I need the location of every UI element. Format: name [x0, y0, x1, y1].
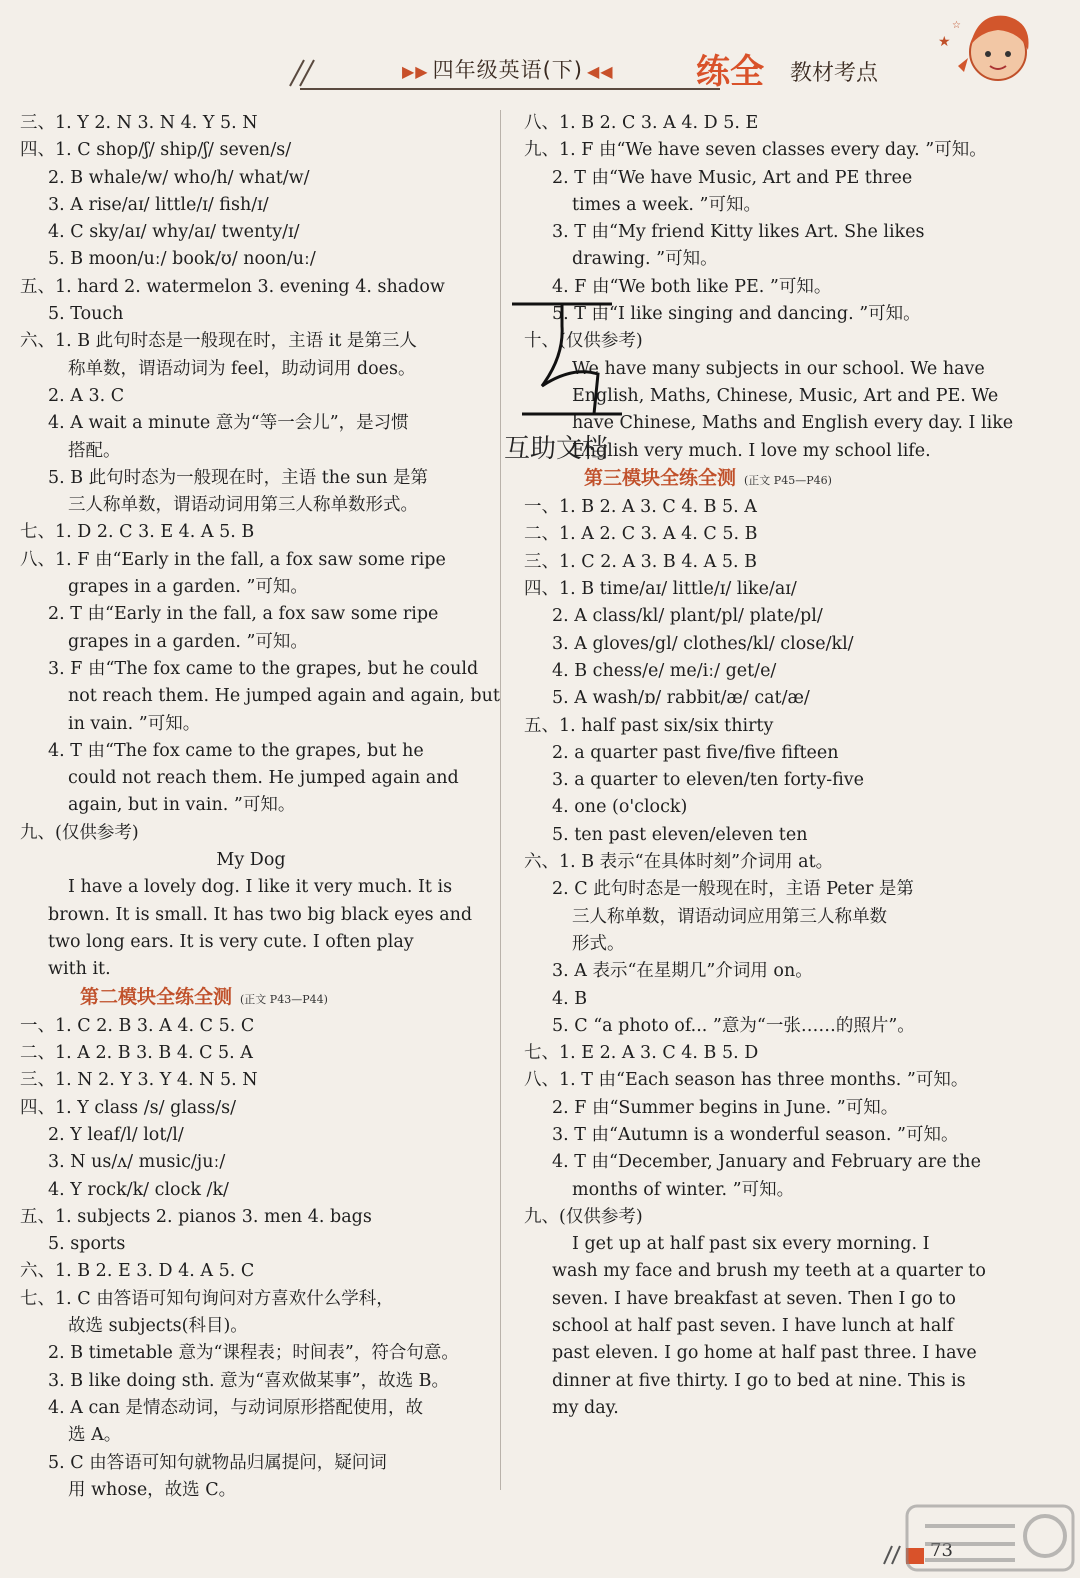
answer-line-text: 2. a quarter past five/five fifteen [552, 742, 839, 763]
answer-line-text: grapes in a garden. ”可知。 [68, 631, 308, 652]
answer-line [524, 1177, 986, 1204]
answer-line-text: I have a lovely dog. I like it very much. It is [68, 877, 453, 898]
answer-line-text: We have many subjects in our school. We have [572, 358, 985, 379]
answer-line-text: 2. T 由“We have Music, Art and PE three [552, 167, 913, 188]
answer-line-text: 六、1. B 表示“在具体时刻”介词用 at。 [524, 852, 834, 873]
section-heading [20, 984, 482, 1013]
answer-line-text: 七、1. E 2. A 3. C 4. B 5. D [524, 1043, 759, 1064]
answer-line [524, 876, 986, 903]
answer-line [20, 301, 482, 328]
answer-line [20, 110, 482, 137]
answer-line-text: 4. T 由“The fox came to the grapes, but he [48, 740, 424, 761]
header-subtitle: 教材考点 [790, 61, 879, 86]
answer-line-text: 3. A 表示“在星期几”介词用 on。 [552, 961, 813, 982]
answer-line-text: 5. B 此句时态为一般现在时，主语 the sun 是第 [48, 467, 429, 488]
answer-line [20, 574, 482, 601]
answer-line [20, 410, 482, 437]
answer-line [524, 110, 986, 137]
answer-line [20, 711, 482, 738]
answer-line [20, 328, 482, 355]
answer-line-text: 4. A wait a minute 意为“等一会儿”，是习惯 [48, 413, 409, 434]
answer-line-text: 三、1. N 2. Y 3. Y 4. N 5. N [20, 1070, 258, 1091]
answer-line-text: drawing. ”可知。 [572, 249, 718, 270]
slash-lines-icon [286, 58, 326, 88]
answer-line-text: 七、1. D 2. C 3. E 4. A 5. B [20, 522, 255, 543]
left-column [20, 110, 500, 1504]
answer-line-text: English very much. I love my school life. [572, 440, 931, 461]
answer-line-text: 4. B chess/e/ me/iː/ get/e/ [552, 660, 777, 681]
answer-line [20, 1450, 482, 1477]
answer-line-text: 三、1. Y 2. N 3. N 4. Y 5. N [20, 113, 258, 133]
answer-line-text: 五、1. half past six/six thirty [524, 715, 774, 736]
answer-line [524, 603, 986, 630]
answer-line [20, 165, 482, 192]
column-divider [500, 110, 501, 1490]
answer-line [524, 521, 986, 548]
answer-line [20, 738, 482, 765]
site-logo-icon [905, 1500, 1075, 1576]
answer-line [20, 792, 482, 819]
answer-line [524, 1368, 986, 1395]
answer-line [20, 519, 482, 546]
answer-line [20, 1422, 482, 1449]
answer-line-text: 第二模块全练全测 [80, 985, 233, 1008]
header-brand: 练全 [696, 52, 764, 92]
answer-line-text: could not reach them. He jumped again and [68, 768, 459, 789]
answer-line-text: 4. Y rock/k/ clock /k/ [48, 1179, 229, 1200]
answer-line-text: 二、1. A 2. B 3. B 4. C 5. A [20, 1043, 253, 1064]
answer-line-text: 3. B like doing sth. 意为“喜欢做某事”，故选 B。 [48, 1370, 449, 1391]
answer-line [20, 929, 482, 956]
answer-line [20, 847, 482, 874]
answer-line [524, 904, 986, 931]
answer-line [524, 549, 986, 576]
answer-line [524, 767, 986, 794]
answer-line [524, 685, 986, 712]
answer-line-text: 5. T 由“I like singing and dancing. ”可知。 [552, 304, 921, 325]
answer-line-text: 形式。 [572, 933, 625, 954]
answer-line-text: 2. F 由“Summer begins in June. ”可知。 [552, 1097, 899, 1118]
double-arrow-right-icon: ▶▶ [402, 62, 429, 81]
answer-line-text: 3. a quarter to eleven/ten forty-five [552, 770, 865, 791]
answer-line [20, 1177, 482, 1204]
answer-line-text: 3. A rise/aɪ/ little/ɪ/ fish/ɪ/ [48, 194, 269, 215]
answer-line-text: 3. F 由“The fox came to the grapes, but he could [48, 658, 479, 679]
answer-line-text: 2. B timetable 意为“课程表；时间表”，符合句意。 [48, 1343, 459, 1364]
answer-line [20, 465, 482, 492]
answer-line-text: 2. C 此句时态是一般现在时，主语 Peter 是第 [552, 879, 914, 900]
answer-line-text: 十、(仅供参考) [524, 331, 643, 352]
answer-line-text: 2. Y leaf/l/ lot/l/ [48, 1124, 184, 1145]
answer-line [20, 765, 482, 792]
answer-line [20, 383, 482, 410]
answer-line-text: 4. C sky/aɪ/ why/aɪ/ twenty/ɪ/ [48, 222, 300, 243]
answer-line-text: 三人称单数，谓语动词应用第三人称单数 [572, 906, 887, 927]
answer-line-text: 三人称单数，谓语动词用第三人称单数形式。 [68, 495, 418, 516]
answer-line [20, 1395, 482, 1422]
answer-line [20, 874, 482, 901]
answer-line [524, 137, 986, 164]
answer-line [524, 658, 986, 685]
answer-line [524, 1231, 986, 1258]
answer-line [524, 246, 986, 273]
answer-line-text: months of winter. ”可知。 [572, 1179, 795, 1200]
answer-line-text: again, but in vain. ”可知。 [68, 795, 296, 816]
answer-line [20, 956, 482, 983]
answer-line [524, 1122, 986, 1149]
answer-line [20, 820, 482, 847]
mascot-girl-icon [928, 6, 1048, 94]
answer-line [524, 849, 986, 876]
answer-line-text: 九、(仅供参考) [524, 1206, 643, 1227]
answer-line [20, 246, 482, 273]
answer-line-text: 3. T 由“My friend Kitty likes Art. She likes [552, 222, 925, 243]
answer-line [20, 547, 482, 574]
answer-line-text: 九、(仅供参考) [20, 822, 139, 843]
answer-line-text: 四、1. B time/aɪ/ little/ɪ/ like/aɪ/ [524, 579, 797, 600]
answer-line-text: My Dog [216, 850, 286, 871]
answer-line [524, 1204, 986, 1231]
double-arrow-left-icon: ◀◀ [587, 62, 614, 81]
answer-line-text: wash my face and brush my teeth at a quarter to [552, 1261, 986, 1282]
answer-line [524, 794, 986, 821]
answer-line [20, 356, 482, 383]
answer-line-text: 五、1. subjects 2. pianos 3. men 4. bags [20, 1206, 372, 1227]
answer-line-text: my day. [552, 1397, 619, 1418]
answer-line-text: times a week. ”可知。 [572, 194, 761, 215]
answer-line [524, 1340, 986, 1367]
answer-line-text: 3. A gloves/gl/ clothes/kl/ close/kl/ [552, 633, 854, 654]
answer-line-text: 六、1. B 此句时态是一般现在时，主语 it 是第三人 [20, 331, 417, 352]
answer-line [524, 631, 986, 658]
answer-line [20, 1368, 482, 1395]
answer-line-text: 五、1. hard 2. watermelon 3. evening 4. shadow [20, 276, 445, 297]
answer-line [20, 902, 482, 929]
answer-line [20, 1040, 482, 1067]
answer-line-text: have Chinese, Maths and English every day. I like [572, 413, 1014, 434]
answer-line-text: I get up at half past six every morning. I [572, 1234, 930, 1255]
answer-line-text: 选 A。 [68, 1425, 122, 1446]
answer-line-text: 5. A wash/ɒ/ rabbit/æ/ cat/æ/ [552, 688, 810, 709]
answer-line-text: 四、1. Y class /s/ glass/s/ [20, 1097, 237, 1118]
answer-line-text: 5. C “a photo of... ”意为“一张……的照片”。 [552, 1015, 915, 1036]
answer-line-text: 故选 subjects(科目)。 [68, 1316, 248, 1337]
answer-line-text: 3. T 由“Autumn is a wonderful season. ”可知。 [552, 1124, 959, 1145]
section-page-ref: (正文 P43—P44) [240, 992, 328, 1006]
answer-line-text: 4. F 由“We both like PE. ”可知。 [552, 276, 832, 297]
answer-line [524, 1067, 986, 1094]
answer-line [20, 137, 482, 164]
answer-line [20, 1231, 482, 1258]
answer-line [524, 713, 986, 740]
answer-line-text: 第三模块全练全测 [584, 466, 737, 489]
answer-line [524, 1395, 986, 1422]
answer-line [524, 1040, 986, 1067]
answer-line-text: 六、1. B 2. E 3. D 4. A 5. C [20, 1261, 255, 1282]
header-rule [300, 88, 720, 90]
svg-text:★: ★ [938, 34, 951, 50]
header-grade-subject: ▶▶ 四年级英语(下) ◀◀ [402, 58, 614, 82]
answer-line [20, 1067, 482, 1094]
answer-line-text: 2. A class/kl/ plant/pl/ plate/pl/ [552, 606, 823, 627]
answer-line-text: 九、1. F 由“We have seven classes every day. ”可知。 [524, 140, 987, 161]
answer-line [524, 1313, 986, 1340]
answer-line [524, 219, 986, 246]
answer-line-text: 二、1. A 2. C 3. A 4. C 5. B [524, 524, 758, 545]
answer-line-text: brown. It is small. It has two big black eyes and [48, 904, 473, 925]
answer-line-text: 5. C 由答语可知句就物品归属提问，疑问词 [48, 1452, 387, 1473]
answer-line-text: 4. A can 是情态动词，与动词原形搭配使用，故 [48, 1397, 424, 1418]
svg-text:☆: ☆ [952, 20, 961, 31]
answer-line-text: 4. B [552, 988, 588, 1009]
answer-line-text: school at half past seven. I have lunch at half [552, 1316, 954, 1337]
answer-line [20, 1340, 482, 1367]
page-header [0, 0, 1080, 100]
answer-line-text: 2. B whale/w/ who/h/ what/w/ [48, 167, 310, 188]
answer-line [20, 656, 482, 683]
answer-line [20, 1149, 482, 1176]
answer-line [524, 192, 986, 219]
answer-line [20, 629, 482, 656]
answer-line-text: in vain. ”可知。 [68, 713, 201, 734]
answer-line-text: 八、1. F 由“Early in the fall, a fox saw some ripe [20, 549, 446, 570]
answer-line-text: 八、1. B 2. C 3. A 4. D 5. E [524, 113, 759, 133]
answer-line-text: 八、1. T 由“Each season has three months. ”可知。 [524, 1070, 969, 1091]
answer-line [524, 931, 986, 958]
answer-line [524, 958, 986, 985]
answer-line-text: 5. ten past eleven/eleven ten [552, 824, 808, 845]
answer-line-text: 5. Touch [48, 304, 124, 325]
answer-line [20, 1095, 482, 1122]
answer-line-text: 2. T 由“Early in the fall, a fox saw some ripe [48, 604, 439, 625]
answer-line-text: 一、1. C 2. B 3. A 4. C 5. C [20, 1015, 255, 1036]
answer-line [20, 1013, 482, 1040]
answer-line-text: grapes in a garden. ”可知。 [68, 577, 308, 598]
answer-line-text: 用 whose，故选 C。 [68, 1479, 237, 1500]
answer-line-text: 四、1. C shop/ʃ/ ship/ʃ/ seven/s/ [20, 140, 292, 161]
answer-line-text: 一、1. B 2. A 3. C 4. B 5. A [524, 497, 757, 518]
watermark-text: 互助文档 [504, 434, 609, 464]
answer-line-text: 4. T 由“December, January and February are the [552, 1152, 981, 1173]
answer-line [20, 683, 500, 710]
answer-line [20, 438, 482, 465]
answer-line-text: 3. N us/ʌ/ music/juː/ [48, 1152, 226, 1173]
answer-line-text: seven. I have breakfast at seven. Then I go to [552, 1288, 956, 1309]
section-page-ref: (正文 P45—P46) [744, 473, 832, 487]
answer-line [524, 576, 986, 603]
answer-line [20, 601, 482, 628]
answer-line [20, 492, 482, 519]
answer-line-text: with it. [48, 959, 111, 980]
answer-line [524, 822, 986, 849]
answer-line [20, 274, 482, 301]
answer-line [524, 1286, 986, 1313]
answer-line [20, 1477, 482, 1504]
answer-line-text: dinner at five thirty. I go to bed at nine. This is [552, 1370, 966, 1391]
answer-line-text: 搭配。 [68, 440, 121, 461]
answer-line [20, 1313, 482, 1340]
answer-line [20, 192, 482, 219]
answer-line-text: 5. sports [48, 1234, 126, 1255]
answer-line-text: 七、1. C 由答语可知句询问对方喜欢什么学科， [20, 1288, 394, 1309]
section-heading [524, 465, 986, 494]
answer-line [524, 1095, 986, 1122]
answer-line-text: 5. B moon/uː/ book/ʊ/ noon/uː/ [48, 249, 316, 270]
answer-line [524, 1149, 986, 1176]
answer-line-text: 称单数，谓语动词为 feel，助动词用 does。 [68, 358, 416, 379]
answer-line [524, 1013, 986, 1040]
answer-line-text: 4. one (o'clock) [552, 797, 688, 818]
answer-line-text: not reach them. He jumped again and again, but [68, 686, 500, 707]
answer-line [524, 986, 986, 1013]
answer-line [20, 1286, 482, 1313]
page-number: 73 [930, 1540, 953, 1561]
answer-line [524, 1258, 986, 1285]
answer-line [524, 740, 986, 767]
answer-line-text: English, Maths, Chinese, Music, Art and PE. We [572, 385, 999, 406]
answer-line [524, 494, 986, 521]
answer-line [524, 165, 986, 192]
answer-line [20, 1204, 482, 1231]
answer-line-text: two long ears. It is very cute. I often play [48, 931, 414, 952]
answer-line-text: past eleven. I go home at half past three. I have [552, 1343, 977, 1364]
answer-line [20, 219, 482, 246]
answer-line [20, 1258, 482, 1285]
answer-line-text: 2. A 3. C [48, 385, 125, 406]
answer-line-text: 三、1. C 2. A 3. B 4. A 5. B [524, 551, 757, 572]
answer-line [20, 1122, 482, 1149]
